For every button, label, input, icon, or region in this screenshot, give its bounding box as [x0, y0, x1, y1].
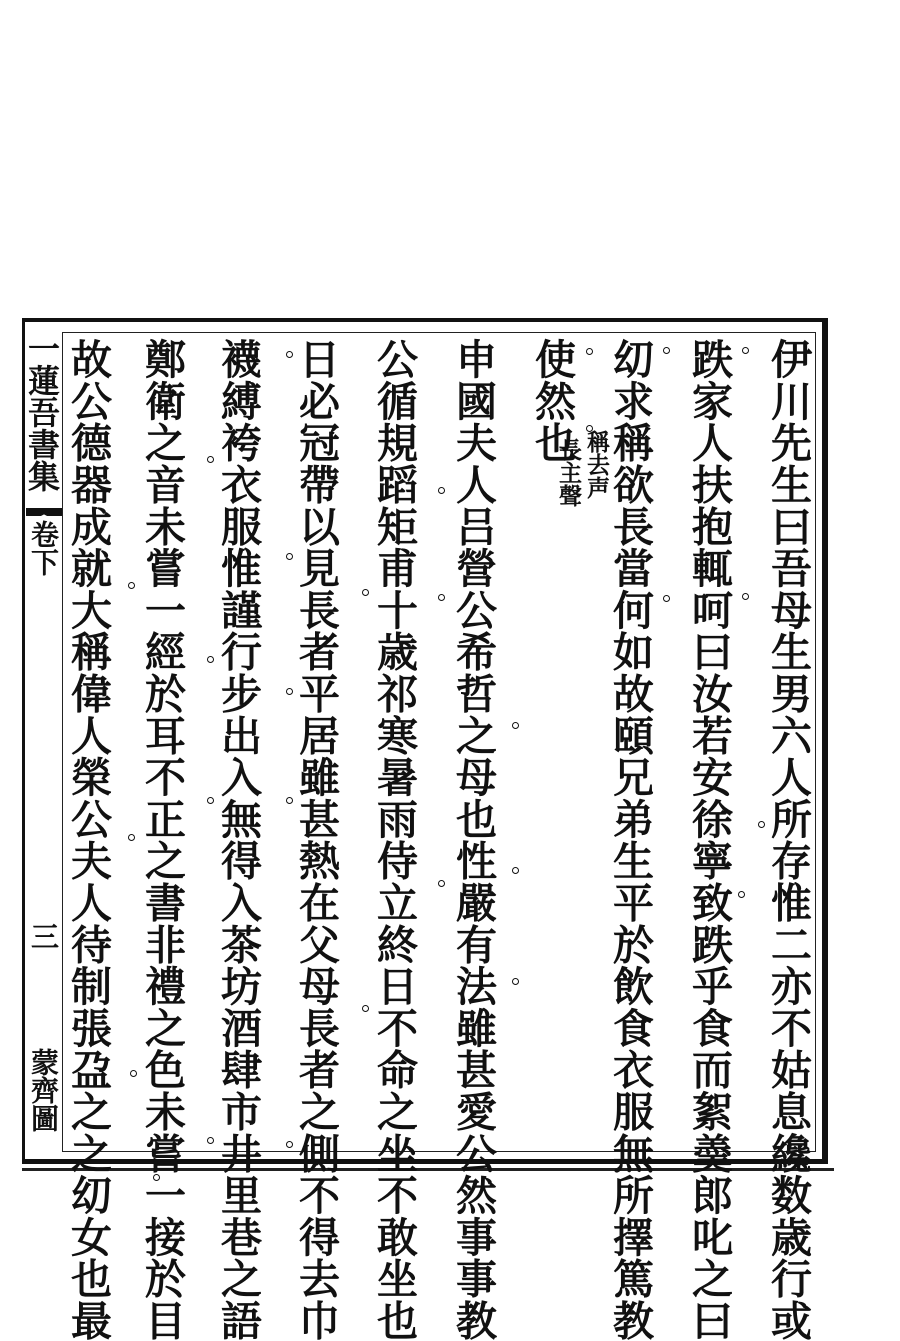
volume-label: 卷下: [27, 520, 60, 576]
punctuation-dot: [663, 347, 670, 354]
text-column-1: 伊川先生曰吾母生男六人所存惟二亦不姑息纔数歳行或: [764, 338, 812, 1341]
punctuation-dot: [438, 487, 445, 494]
punctuation-dot: [207, 656, 214, 663]
punctuation-dot: [362, 589, 369, 596]
punctuation-dot: [128, 582, 135, 589]
punctuation-dot: [362, 1005, 369, 1012]
punctuation-dot: [438, 880, 445, 887]
punctuation-dot: [758, 821, 765, 828]
punctuation-dot: [207, 456, 214, 463]
annotation-column-2: [532, 438, 580, 507]
text-column-9: 鄭衛之音未嘗一經於耳不正之書非禮之色未嘗一接於目: [138, 338, 186, 1341]
punctuation-dot: [286, 688, 293, 695]
punctuation-dot: [438, 594, 445, 601]
punctuation-dot: [286, 553, 293, 560]
annotation-line-1: 稱去声: [583, 430, 610, 499]
punctuation-dot: [586, 425, 593, 432]
annotation-line-2: 長主聲: [555, 438, 582, 507]
punctuation-dot: [738, 891, 745, 898]
text-column-8: 襪縛袴衣服惟謹行步出入無得入茶坊酒肆市井里巷之語: [214, 338, 262, 1341]
page-number: 三: [27, 922, 60, 950]
punctuation-dot: [128, 834, 135, 841]
punctuation-dot: [512, 722, 519, 729]
punctuation-dot: [512, 867, 519, 874]
punctuation-dot: [742, 593, 749, 600]
book-title: 一蓮吾書集: [23, 332, 61, 492]
text-column-6: 公循規蹈矩甫十歳祁寒暑雨侍立終日不命之坐不敢坐也: [370, 338, 418, 1341]
punctuation-dot: [153, 1174, 160, 1181]
text-column-2: 跌家人扶抱輒呵曰汝若安徐寧致跌乎食而絮羮郎叱之曰: [685, 338, 733, 1341]
text-column-7: 日必冠帶以見長者平居雖甚熱在父母長者之側不得去巾: [292, 338, 340, 1341]
punctuation-dot: [286, 1141, 293, 1148]
text-column-5: 申國夫人吕營公希哲之母也性嚴有法雖甚愛公然事事教: [449, 338, 497, 1341]
publisher-mark: 蒙齊圖: [27, 1048, 60, 1132]
punctuation-dot: [586, 348, 593, 355]
text-column-4: 使然也: [528, 338, 576, 464]
punctuation-dot: [207, 797, 214, 804]
punctuation-dot: [207, 1137, 214, 1144]
punctuation-dot: [286, 797, 293, 804]
punctuation-dot: [286, 351, 293, 358]
text-column-3: 㓜求稱欲長當何如故頤兄弟生平於飲食衣服無所擇篤教: [606, 338, 654, 1341]
punctuation-dot: [663, 595, 670, 602]
punctuation-dot: [512, 978, 519, 985]
punctuation-dot: [130, 1070, 137, 1077]
text-column-10: 故公德器成就大稱偉人榮公夫人待制張盁之之㓜女也最: [64, 338, 112, 1341]
punctuation-dot: [742, 347, 749, 354]
